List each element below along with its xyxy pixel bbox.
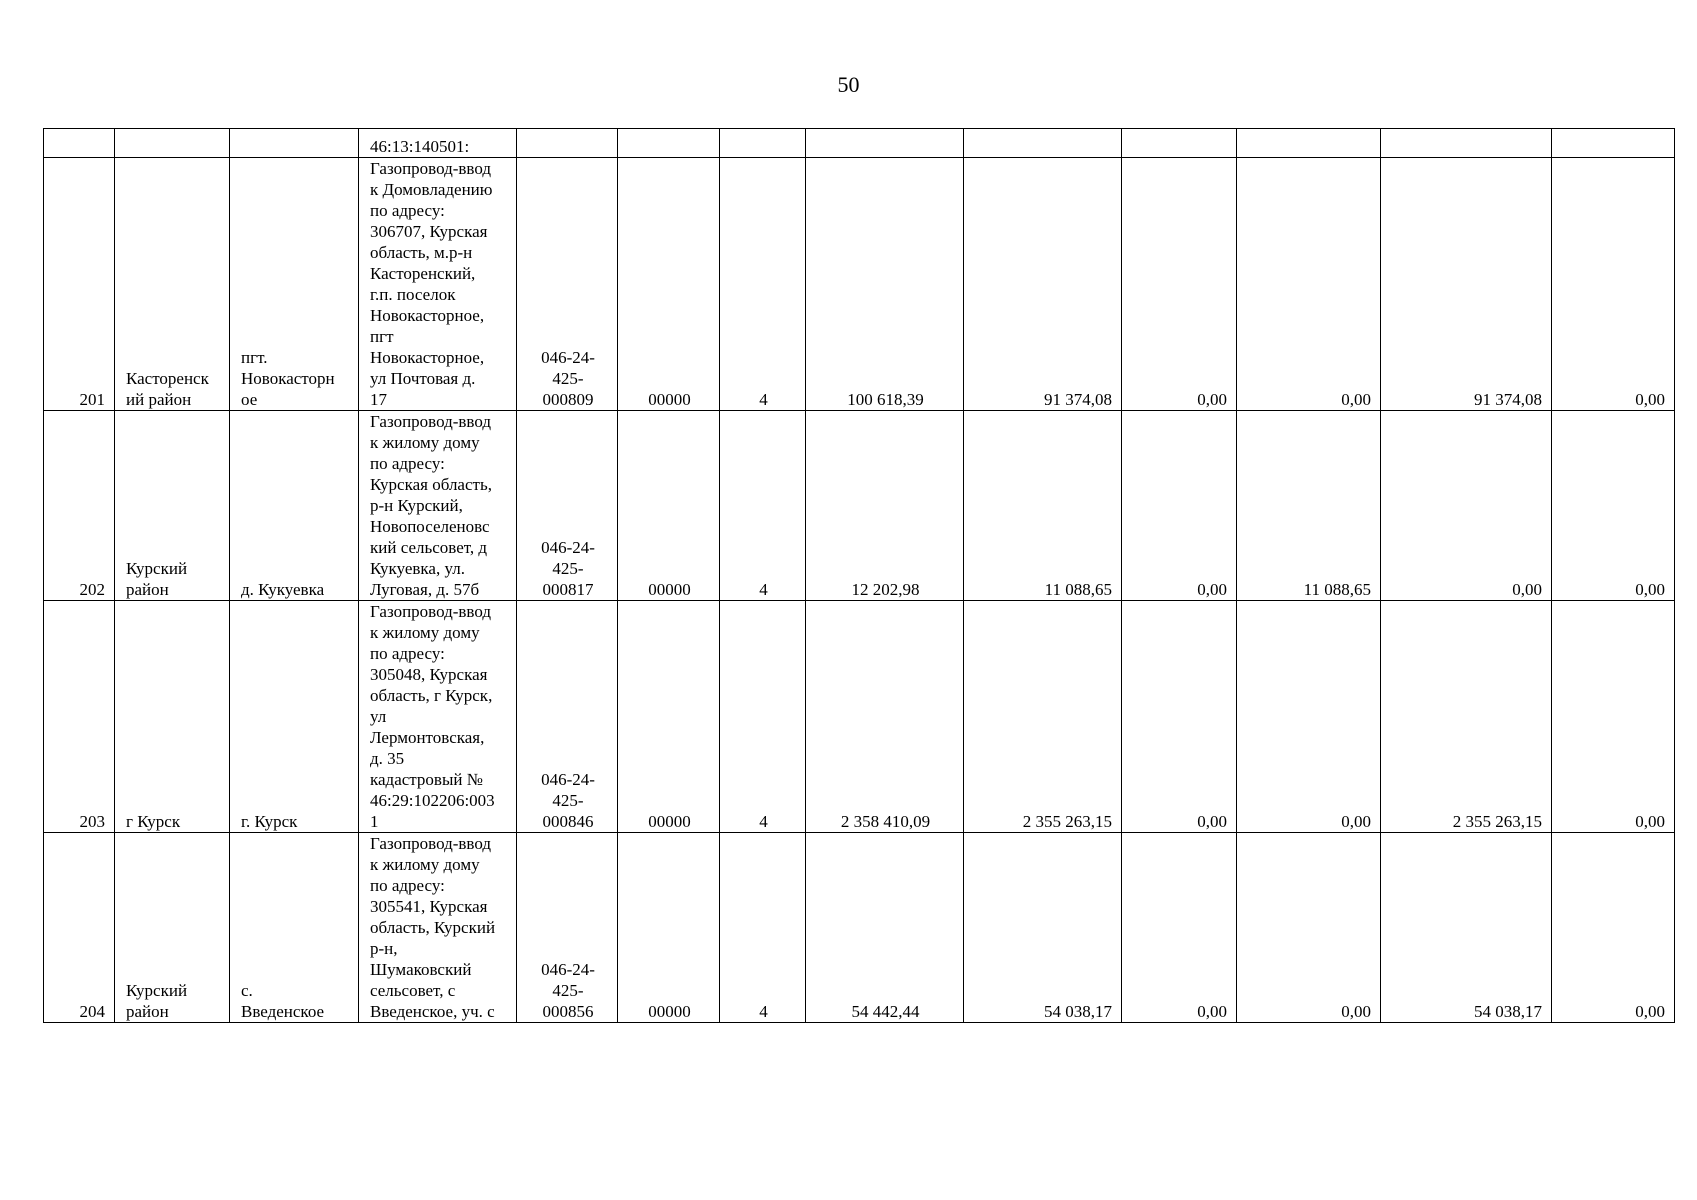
cell-col10: 0,00 [1237, 158, 1381, 411]
cell-sum: 2 355 263,15 [964, 601, 1122, 833]
cell-empty [618, 129, 720, 158]
cell-cadastral-continuation: 46:13:140501: [359, 129, 517, 158]
cell-row-number: 204 [44, 833, 115, 1023]
cell-district: Курский район [115, 833, 230, 1023]
cell-sum: 11 088,65 [964, 411, 1122, 601]
cell-settlement: с. Введенское [230, 833, 359, 1023]
cell-district: г Курск [115, 601, 230, 833]
cell-empty [230, 129, 359, 158]
cell-col9: 0,00 [1122, 833, 1237, 1023]
cell-total: 12 202,98 [806, 411, 964, 601]
cell-col10: 11 088,65 [1237, 411, 1381, 601]
cell-sum: 54 038,17 [964, 833, 1122, 1023]
continuation-row [44, 129, 1675, 158]
cell-col10: 0,00 [1237, 601, 1381, 833]
cell-empty [806, 129, 964, 158]
cell-col12: 0,00 [1552, 833, 1675, 1023]
cell-settlement: г. Курск [230, 601, 359, 833]
table-row [44, 158, 1675, 411]
cell-col11: 0,00 [1381, 411, 1552, 601]
cell-category: 4 [720, 411, 806, 601]
cell-sum: 91 374,08 [964, 158, 1122, 411]
registry-table [43, 128, 1675, 1023]
cell-zeros: 00000 [618, 833, 720, 1023]
cell-total: 54 442,44 [806, 833, 964, 1023]
cell-settlement: д. Кукуевка [230, 411, 359, 601]
cell-zeros: 00000 [618, 601, 720, 833]
cell-col11: 2 355 263,15 [1381, 601, 1552, 833]
cell-empty [517, 129, 618, 158]
cell-description: Газопровод-ввод к жилому дому по адресу: 305541, Курская область, Курский р-н, Шумаковский сельсовет, с Введенское, уч. с [359, 833, 517, 1023]
cell-description: Газопровод-ввод к жилому дому по адресу: 305048, Курская область, г Курск, ул Лермонтовская, д. 35 кадастровый № 46:29:102206:003 1 [359, 601, 517, 833]
cell-empty [720, 129, 806, 158]
cell-col10: 0,00 [1237, 833, 1381, 1023]
cell-settlement: пгт. Новокасторн ое [230, 158, 359, 411]
cell-col11: 54 038,17 [1381, 833, 1552, 1023]
table-row [44, 601, 1675, 833]
cell-empty [115, 129, 230, 158]
cell-empty [44, 129, 115, 158]
cell-col11: 91 374,08 [1381, 158, 1552, 411]
cell-col12: 0,00 [1552, 158, 1675, 411]
cell-empty [1237, 129, 1381, 158]
cell-row-number: 203 [44, 601, 115, 833]
cell-total: 100 618,39 [806, 158, 964, 411]
cell-total: 2 358 410,09 [806, 601, 964, 833]
table-row [44, 411, 1675, 601]
cell-category: 4 [720, 833, 806, 1023]
cell-description: Газопровод-ввод к Домовладению по адресу: 306707, Курская область, м.р-н Касторенский, г.п. поселок Новокасторное, пгт Новокасторное, ул Почтовая д. 17 [359, 158, 517, 411]
cell-col9: 0,00 [1122, 158, 1237, 411]
cell-empty [1122, 129, 1237, 158]
table-row [44, 833, 1675, 1023]
cell-empty [1381, 129, 1552, 158]
cell-zeros: 00000 [618, 411, 720, 601]
cell-object-code: 046-24- 425- 000846 [517, 601, 618, 833]
cell-description: Газопровод-ввод к жилому дому по адресу: Курская область, р-н Курский, Новопоселеновс кий сельсовет, д Кукуевка, ул. Луговая, д. 57б [359, 411, 517, 601]
cell-object-code: 046-24- 425- 000809 [517, 158, 618, 411]
cell-category: 4 [720, 601, 806, 833]
cell-object-code: 046-24- 425- 000856 [517, 833, 618, 1023]
cell-object-code: 046-24- 425- 000817 [517, 411, 618, 601]
cell-col12: 0,00 [1552, 601, 1675, 833]
cell-empty [1552, 129, 1675, 158]
cell-district: Касторенск ий район [115, 158, 230, 411]
cell-district: Курский район [115, 411, 230, 601]
cell-empty [964, 129, 1122, 158]
cell-col12: 0,00 [1552, 411, 1675, 601]
cell-category: 4 [720, 158, 806, 411]
cell-row-number: 202 [44, 411, 115, 601]
cell-col9: 0,00 [1122, 411, 1237, 601]
cell-row-number: 201 [44, 158, 115, 411]
cell-col9: 0,00 [1122, 601, 1237, 833]
page-number: 50 [837, 72, 860, 97]
cell-zeros: 00000 [618, 158, 720, 411]
